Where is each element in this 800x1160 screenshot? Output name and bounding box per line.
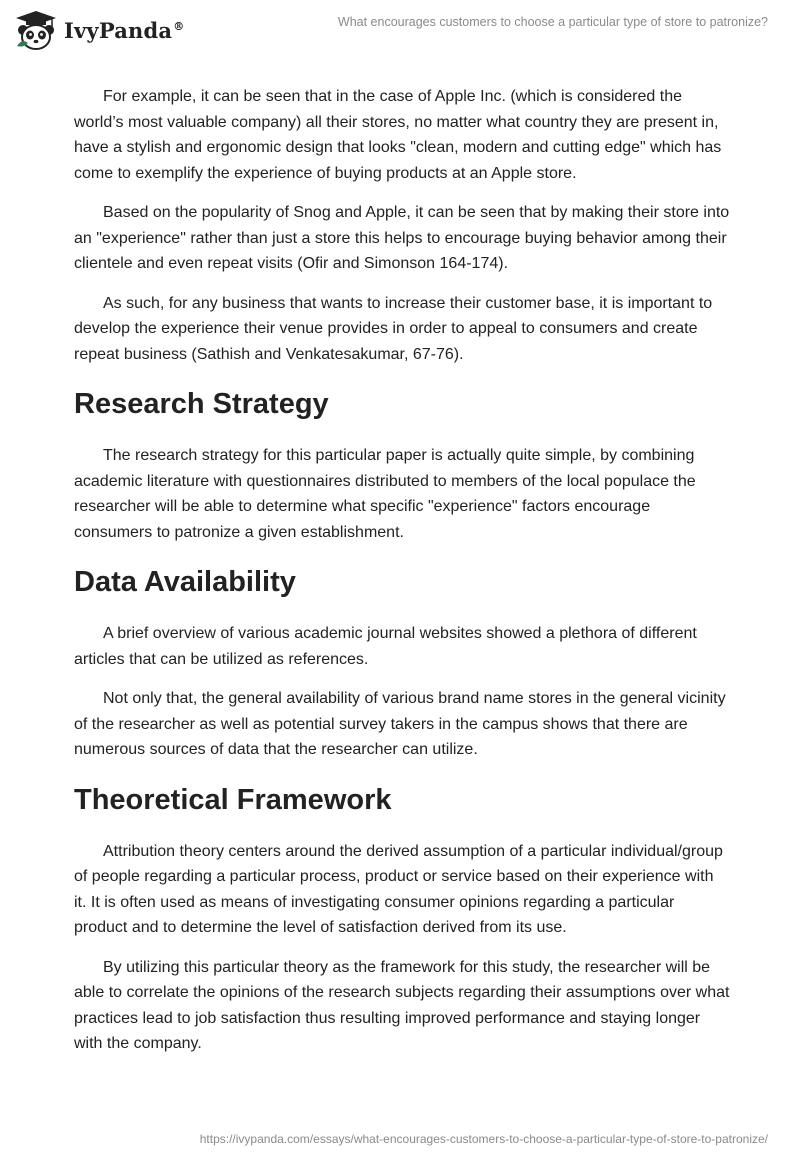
page-header — [0, 0, 800, 60]
heading-data-availability: Data Availability — [74, 566, 296, 598]
heading-theoretical-framework: Theoretical Framework — [74, 783, 392, 816]
site-logo[interactable] — [14, 10, 184, 50]
paragraph-customer-base: As such, for any business that wants to increase their customer base, it is important to develop the experience their venue provides in order to appeal to consumers and create repeat business (Sathish and Venkatesakumar, 67-76). — [74, 294, 713, 363]
source-url[interactable]: https://ivypanda.com/essays/what-encourages-customers-to-choose-a-particular-type-of-store-to-patronize/ — [199, 1132, 768, 1146]
paragraph-apple-stores: For example, it can be seen that in the case of Apple Inc. (which is considered the world’s most valuable company) all their stores, no matter what country they are present in, have a stylish and ergonomic design that looks "clean, modern and cutting edge" which has come to exemplify the experience of buying products at an Apple store. — [74, 88, 722, 182]
paragraph-framework-use: By utilizing this particular theory as the framework for this study, the researcher will be able to correlate the opinions of the research subjects regarding their assumptions over what practices lead to job satisfaction thus resulting improved performance and staying longer with the company. — [74, 958, 730, 1052]
heading-research-strategy: Research Strategy — [74, 388, 329, 420]
brand-name: IvyPanda® — [64, 17, 185, 43]
paragraph-research-strategy: The research strategy for this particular paper is actually quite simple, by combining academic literature with questionnaires distributed to members of the local populace the researcher will be able to determine what specific "experience" factors encourage consumers to patronize a given establishment. — [74, 447, 696, 541]
paragraph-attribution-theory: Attribution theory centers around the derived assumption of a particular individual/group of people regarding a particular process, product or service based on their experience with it. It is often used as means of investigating consumer opinions regarding a particular product and to determine the level of satisfaction derived from its use. — [74, 842, 723, 936]
paragraph-journal-overview: A brief overview of various academic journal websites showed a plethora of different articles that can be utilized as references. — [74, 625, 697, 668]
essay-title: What encourages customers to choose a particular type of store to patronize? — [337, 15, 768, 29]
essay-body — [74, 84, 730, 1071]
panda-graduate-icon — [14, 10, 58, 50]
paragraph-data-sources: Not only that, the general availability of various brand name stores in the general vicinity of the researcher as well as potential survey takers in the campus shows that there are numerous sources of data that the researcher can utilize. — [74, 690, 726, 758]
paragraph-experience: Based on the popularity of Snog and Apple, it can be seen that by making their store into an "experience" rather than just a store this helps to encourage buying behavior among their clientele and even repeat visits (Ofir and Simonson 164-174). — [74, 204, 730, 272]
